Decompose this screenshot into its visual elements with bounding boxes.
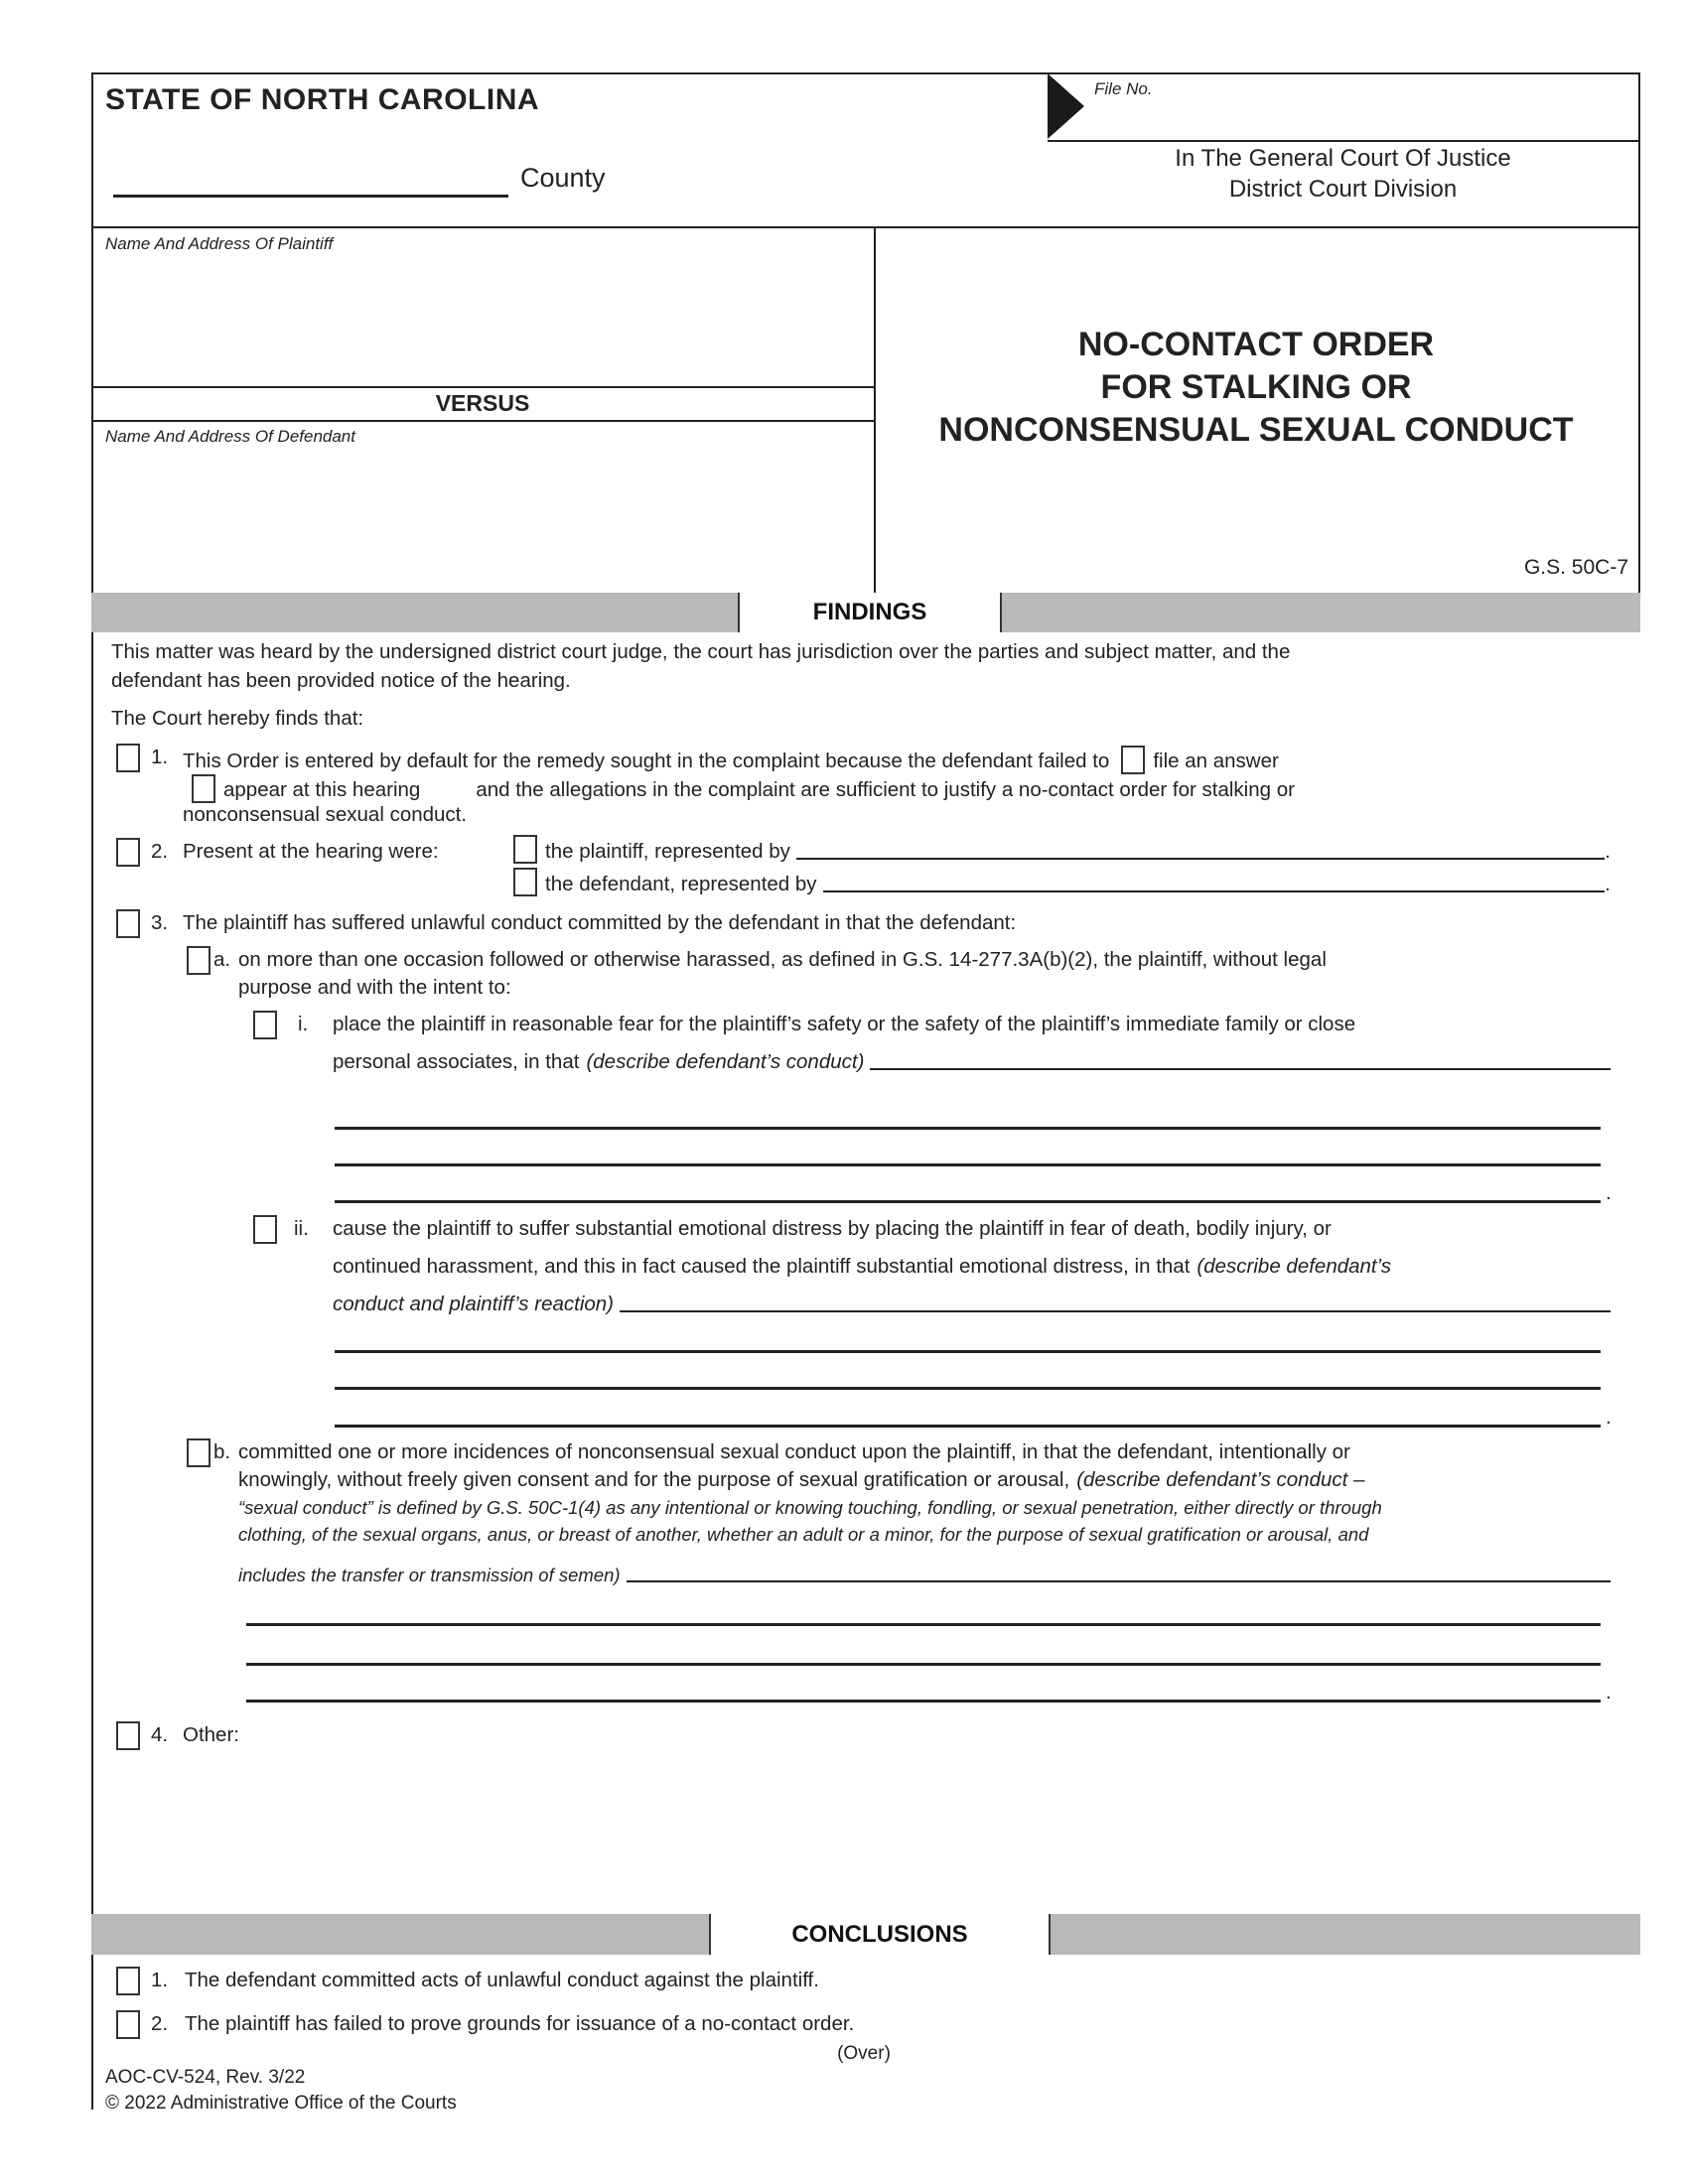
defendant-box-label: Name And Address Of Defendant xyxy=(105,427,355,446)
form-right-border xyxy=(1638,72,1640,632)
form-title-line1: NO-CONTACT ORDER xyxy=(1077,326,1435,363)
item3b-line1: committed one or more incidences of nonconsensual sexual conduct upon the plaintiff, in that the defendant, intentionally or xyxy=(238,1440,1350,1463)
checkbox-item3a[interactable] xyxy=(187,946,211,975)
ii-lines-period: . xyxy=(1606,1406,1612,1429)
checkbox-item3a-i[interactable] xyxy=(253,1011,277,1039)
item2-plaintiff-period: . xyxy=(1605,840,1611,863)
header-divider xyxy=(91,226,1640,228)
over-note: (Over) xyxy=(837,2043,891,2064)
item4-other-writein-area[interactable] xyxy=(183,1753,1603,1907)
checkbox-item3a-ii[interactable] xyxy=(253,1215,277,1244)
item3a-ii-line1: cause the plaintiff to suffer substantial emotional distress by placing the plaintiff in fear of death, bodily injury, or xyxy=(333,1217,1332,1240)
form-title-line3: NONCONSENSUAL SEXUAL CONDUCT xyxy=(938,411,1574,449)
county-fill-line[interactable] xyxy=(113,195,508,198)
file-no-arrow-icon xyxy=(1048,73,1084,139)
checkbox-file-answer[interactable] xyxy=(1121,746,1145,774)
conclusion2-num: 2. xyxy=(151,2012,169,2035)
item1-line2-text: and the allegations in the complaint are sufficient to justify a no-contact order for stalking or xyxy=(476,778,1295,801)
fill-line-ii-conduct-3[interactable] xyxy=(335,1425,1601,1428)
item3a-i-label: i. xyxy=(298,1013,309,1035)
item1-line3: nonconsensual sexual conduct. xyxy=(183,803,468,826)
item2-plaintiff-row xyxy=(513,834,1611,864)
checkbox-defendant-present[interactable] xyxy=(513,868,537,896)
findings-section-bar xyxy=(91,593,1640,632)
checkbox-appear-hearing[interactable] xyxy=(192,774,215,803)
defendant-present-label: the defendant, represented by xyxy=(545,873,817,895)
checkbox-item1[interactable] xyxy=(116,744,140,772)
item3a-i-line1: place the plaintiff in reasonable fear for the plaintiff’s safety or the safety of the plaintiff’s immediate family or close xyxy=(333,1013,1356,1035)
state-heading: STATE OF NORTH CAROLINA xyxy=(105,83,540,116)
fill-line-plaintiff-attorney[interactable] xyxy=(796,858,1605,860)
court-line2: District Court Division xyxy=(1228,176,1458,203)
checkbox-item3[interactable] xyxy=(116,909,140,938)
fill-line-b-conduct-0[interactable] xyxy=(627,1580,1611,1582)
checkbox-item3b[interactable] xyxy=(187,1438,211,1467)
fill-line-defendant-attorney[interactable] xyxy=(823,890,1606,892)
item2-lead: Present at the hearing were: xyxy=(183,840,439,863)
item3b-line3: “sexual conduct” is defined by G.S. 50C-1(4) as any intentional or knowing touching, fondling, or sexual penetration, either directly or through xyxy=(238,1497,1382,1518)
fill-line-b-conduct-1[interactable] xyxy=(246,1623,1601,1626)
fill-line-b-conduct-2[interactable] xyxy=(246,1663,1601,1666)
versus-label: VERSUS xyxy=(435,390,530,416)
checkbox-conclusion1[interactable] xyxy=(116,1967,140,1995)
plaintiff-box-label: Name And Address Of Plaintiff xyxy=(105,234,334,253)
conclusion1-text: The defendant committed acts of unlawful conduct against the plaintiff. xyxy=(185,1969,819,1991)
plaintiff-present-label: the plaintiff, represented by xyxy=(545,840,790,863)
defendant-name-address-box[interactable] xyxy=(93,453,872,591)
item2-defendant-row xyxy=(513,867,1611,896)
file-no-box-bottom xyxy=(1048,140,1640,142)
county-label: County xyxy=(520,163,606,193)
item1-num: 1. xyxy=(151,746,169,768)
form-title-line2: FOR STALKING OR xyxy=(1100,368,1412,406)
item3a-ii-line2 xyxy=(333,1255,1391,1279)
conclusions-heading: CONCLUSIONS xyxy=(709,1914,1051,1955)
caption-column-divider xyxy=(874,226,876,593)
item3b-label: b. xyxy=(213,1440,231,1463)
plaintiff-name-address-box[interactable] xyxy=(93,258,872,384)
form-number: AOC-CV-524, Rev. 3/22 xyxy=(105,2067,306,2088)
versus-band-top xyxy=(91,386,876,388)
item1-line2 xyxy=(192,774,1295,803)
conclusions-section-bar xyxy=(91,1914,1640,1955)
checkbox-item2[interactable] xyxy=(116,838,140,867)
conclusion1-num: 1. xyxy=(151,1969,169,1991)
item3a-ii-line2-italic: (describe defendant’s xyxy=(1196,1255,1392,1278)
fill-line-b-conduct-3[interactable] xyxy=(246,1700,1601,1703)
item3b-line2-italic: (describe defendant’s conduct – xyxy=(1076,1468,1365,1491)
findings-intro-line1: This matter was heard by the undersigned district court judge, the court has jurisdiction over the parties and subject matter, and the xyxy=(111,640,1291,663)
b-lines-period: . xyxy=(1606,1681,1612,1704)
item3b-line4: clothing, of the sexual organs, anus, or breast of another, whether an adult or a minor, for the purpose of sexual gratification or arousal, and xyxy=(238,1524,1369,1545)
item3a-ii-label: ii. xyxy=(294,1217,309,1240)
item4-num: 4. xyxy=(151,1723,169,1746)
fill-line-i-conduct-3[interactable] xyxy=(335,1200,1601,1203)
item3a-label: a. xyxy=(213,948,231,971)
checkbox-plaintiff-present[interactable] xyxy=(513,835,537,864)
court-line1: In The General Court Of Justice xyxy=(1175,145,1511,172)
statute-ref: G.S. 50C-7 xyxy=(1523,556,1628,579)
fill-line-i-conduct-1[interactable] xyxy=(335,1127,1601,1130)
item3a-ii-line3 xyxy=(333,1287,1611,1316)
item2-defendant-period: . xyxy=(1605,873,1611,895)
item3a-ii-line2-regular: continued harassment, and this in fact caused the plaintiff substantial emotional distress, in that xyxy=(333,1255,1191,1278)
findings-lead: The Court hereby finds that: xyxy=(111,707,364,730)
item3a-line1: on more than one occasion followed or otherwise harassed, as defined in G.S. 14-277.3A(b)(2), the plaintiff, without legal xyxy=(238,948,1327,971)
versus-band-bottom xyxy=(91,420,876,422)
findings-intro-line2: defendant has been provided notice of the hearing. xyxy=(111,669,571,692)
fill-line-i-conduct-2[interactable] xyxy=(335,1163,1601,1166)
item1-line1-text: This Order is entered by default for the remedy sought in the complaint because the defendant failed to xyxy=(183,750,1110,772)
fill-line-ii-conduct-1[interactable] xyxy=(335,1350,1601,1353)
item1-line1 xyxy=(183,746,1279,774)
item3a-ii-line3-italic: conduct and plaintiff’s reaction) xyxy=(333,1293,614,1315)
file-no-field[interactable] xyxy=(1092,99,1628,137)
item3a-i-line2 xyxy=(333,1044,1611,1074)
item3a-line2: purpose and with the intent to: xyxy=(238,976,511,999)
form-top-border xyxy=(91,72,1640,74)
file-answer-label: file an answer xyxy=(1153,750,1279,772)
checkbox-conclusion2[interactable] xyxy=(116,2010,140,2039)
findings-heading: FINDINGS xyxy=(738,593,1002,632)
item3b-line5-italic: includes the transfer or transmission of semen) xyxy=(238,1565,621,1585)
form-copyright: © 2022 Administrative Office of the Courts xyxy=(105,2093,457,2114)
item3b-line5 xyxy=(238,1557,1611,1586)
fill-line-i-conduct-0[interactable] xyxy=(870,1068,1611,1070)
file-no-label: File No. xyxy=(1094,79,1153,98)
item3a-i-line2-italic: (describe defendant’s conduct) xyxy=(586,1050,865,1073)
fill-line-ii-conduct-2[interactable] xyxy=(335,1387,1601,1390)
item3a-i-line2-regular: personal associates, in that xyxy=(333,1050,580,1073)
item2-num: 2. xyxy=(151,840,169,863)
checkbox-item4[interactable] xyxy=(116,1721,140,1750)
fill-line-ii-conduct-0[interactable] xyxy=(620,1310,1611,1312)
appear-hearing-label: appear at this hearing xyxy=(223,778,421,801)
item3b-line2-regular: knowingly, without freely given consent and for the purpose of sexual gratification or arousal, xyxy=(238,1468,1070,1491)
item4-text: Other: xyxy=(183,1723,239,1746)
item3b-line2 xyxy=(238,1468,1364,1492)
conclusion2-text: The plaintiff has failed to prove grounds for issuance of a no-contact order. xyxy=(185,2012,855,2035)
item3-text: The plaintiff has suffered unlawful conduct committed by the defendant in that the defendant: xyxy=(183,911,1017,934)
i-lines-period: . xyxy=(1606,1181,1612,1204)
item3-num: 3. xyxy=(151,911,169,934)
